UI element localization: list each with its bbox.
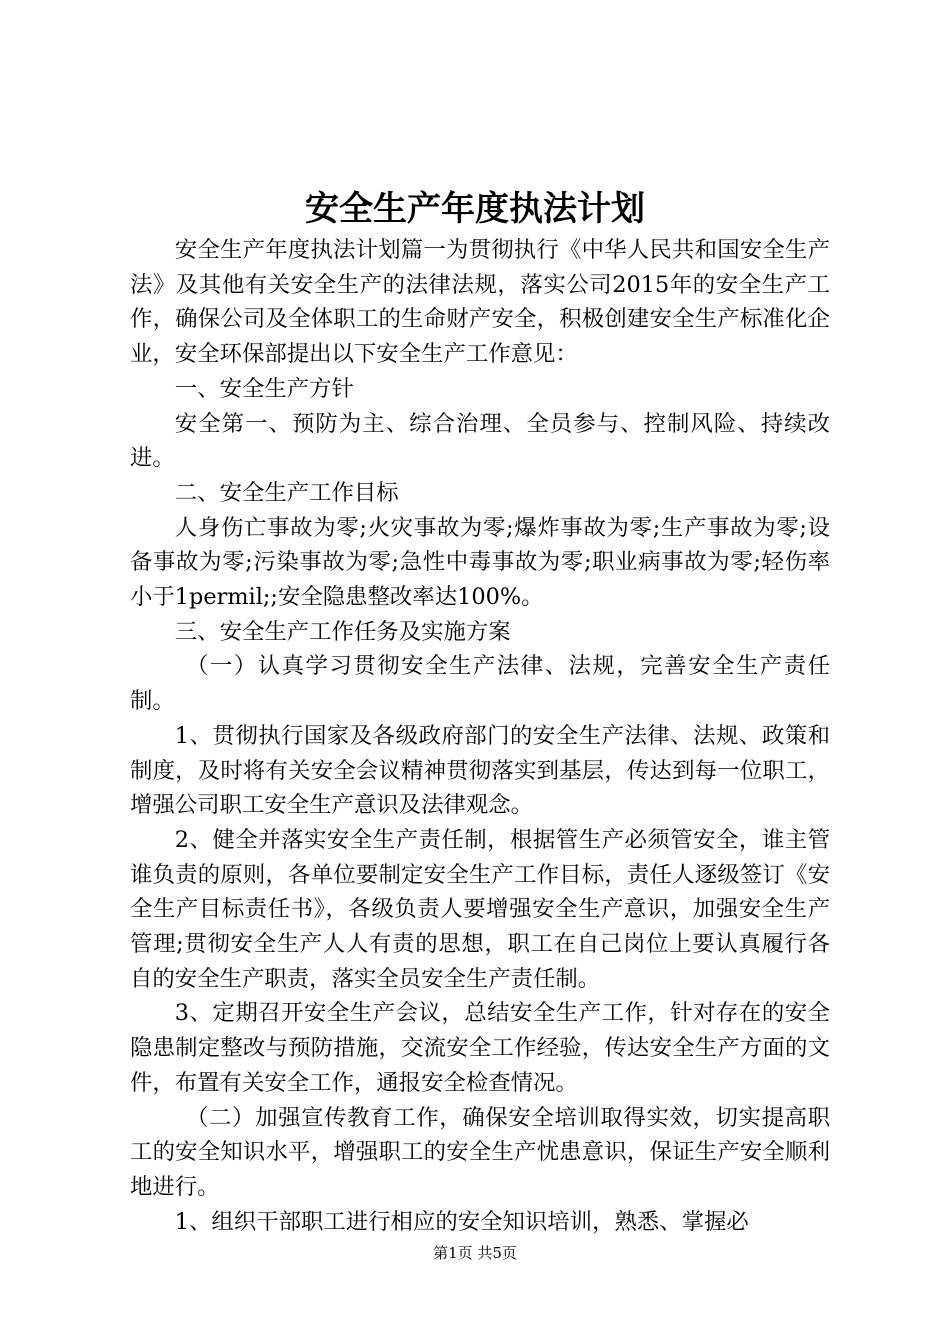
heading-tasks-plan: 三、安全生产工作任务及实施方案 [174,618,511,645]
subheading-section-1: （一）认真学习贯彻安全生产法律、法规，完善安全生产责任制。 [130,653,830,715]
paragraph-item-1-3: 3、定期召开安全生产会议，总结安全生产工作，针对存在的安全隐患制定整改与预防措施，交流安全工作经验，传达安全生产方面的文件，布置有关安全工作，通报安全检查情况。 [130,1000,830,1096]
subheading-section-2: （二）加强宣传教育工作，确保安全培训取得实效，切实提高职工的安全知识水平，增强职工的安全生产忧患意识，保证生产安全顺利地进行。 [130,1104,830,1200]
paragraph-work-goals: 人身伤亡事故为零;火灾事故为零;爆炸事故为零;生产事故为零;设备事故为零;污染事故为零;急性中毒事故为零;职业病事故为零;轻伤率小于1permil;;安全隐患整改率达100%。 [130,514,830,611]
document-title: 安全生产年度执法计划 [305,189,645,229]
paragraph-safety-policy: 安全第一、预防为主、综合治理、全员参与、控制风险、持续改进。 [130,410,830,472]
paragraph-item-1-1: 1、贯彻执行国家及各级政府部门的安全生产法律、法规、政策和制度，及时将有关安全会议精神贯彻落实到基层，传达到每一位职工，增强公司职工安全生产意识及法律观念。 [130,722,830,819]
paragraph-item-2-1: 1、组织干部职工进行相应的安全知识培训，熟悉、掌握必 [174,1208,749,1235]
heading-safety-policy: 一、安全生产方针 [174,375,354,402]
heading-work-goals: 二、安全生产工作目标 [174,479,399,506]
document-body [130,233,830,1239]
page-number-footer: 第1页 共5页 [433,1244,517,1262]
paragraph-item-1-2: 2、健全并落实安全生产责任制，根据管生产必须管安全，谁主管谁负责的原则，各单位要制定安全生产工作目标，责任人逐级签订《安全生产目标责任书》，各级负责人要增强安全生产意识，加强安全生产管理;贯彻安全生产人人有责的思想，职工在自己岗位上要认真履行各自的安全生产职责，落实全员安全生产责任制。 [130,826,830,992]
paragraph-intro: 安全生产年度执法计划篇一为贯彻执行《中华人民共和国安全生产法》及其他有关安全生产的法律法规，落实公司2015年的安全生产工作，确保公司及全体职工的生命财产安全，积极创建安全生产标准化企业，安全环保部提出以下安全生产工作意见： [130,237,830,368]
